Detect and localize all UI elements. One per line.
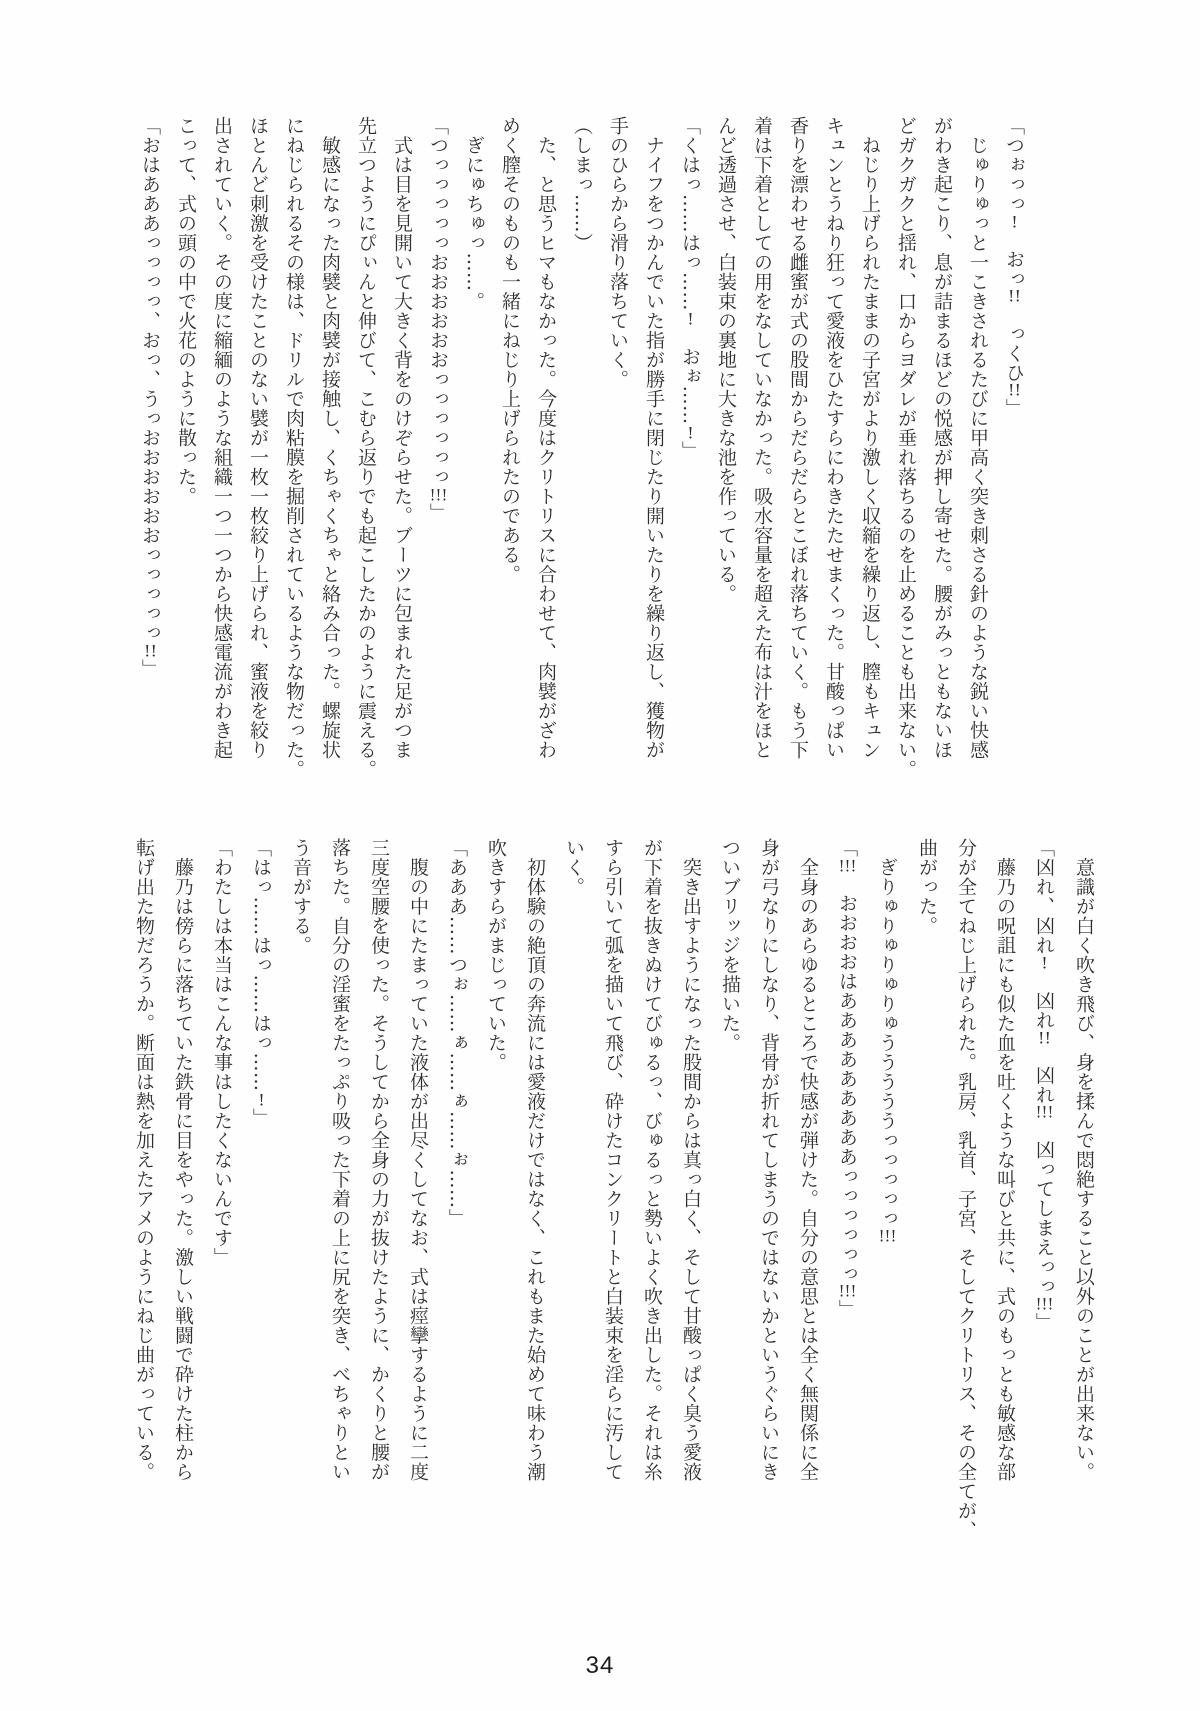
text-column: ほとんど刺激を受けたことのない襞が一枚一枚絞り上げられ、蜜液を絞り [247, 116, 269, 760]
text-column: た、と思うヒマもなかった。今度はクリトリスに合わせて、肉襞がざわ [535, 116, 557, 760]
text-column: 「おはあああっっっっ、おっ、うっおおおおおおっっっっっ!!」 [139, 116, 161, 679]
text-column: 式は目を見開いて大きく背をのけぞらせた。ブーツに包まれた足がつま [391, 116, 413, 760]
text-column: 分が全てねじ上げられた。乳房、乳首、子宮、そしてクリトリス、その全てが、 [955, 838, 977, 1540]
text-column: 吹きすらがまじっていた。 [485, 838, 507, 1072]
text-column: 手のひらから滑り落ちていく。 [607, 116, 629, 389]
text-column: いく。 [563, 838, 585, 897]
text-column: がわき起こり、息が詰まるほどの悦感が押し寄せた。腰がみっともないほ [931, 116, 953, 760]
text-column: 曲がった。 [916, 838, 938, 936]
exclamation-run: !!! [838, 857, 857, 874]
text-column: すら引いて弧を描いて飛び、砕けたコンクリートと白装束を淫らに汚して [602, 838, 624, 1482]
text-column: じゅりゅっと一こきされるたびに甲高く突き刺さる針のような鋭い快感 [967, 116, 989, 760]
text-column: んど透過させ、白装束の裏地に大きな池を作っている。 [715, 116, 737, 604]
text-column: ナイフをつかんでいた指が勝手に閉じたり開いたりを繰り返し、獲物が [643, 116, 665, 760]
text-column: 香りを漂わせる雌蜜が式の股間からだらだらとこぼれ落ちていく。もう下 [787, 116, 809, 760]
text-column: ぎりゅりゅりゅりゅうううううっっっっっ!!! [876, 838, 898, 1245]
text-block-top [132, 116, 1032, 792]
exclamation-run: ! [687, 424, 694, 441]
text-column: こって、式の頭の中で火花のように散った。 [175, 116, 197, 506]
text-column: 「つっっっっっおおおおおおっっっっっっ!!!」 [427, 116, 449, 523]
text-column: 身が弓なりにしなり、背骨が折れてしまうのではないかというぐらいにき [758, 838, 780, 1482]
exclamation-run: ! [687, 311, 694, 328]
text-column: 「はっ……はっ……はっ……!」 [250, 838, 272, 1128]
exclamation-run: !!! [1035, 1295, 1054, 1313]
exclamation-run: ! [1011, 213, 1018, 230]
text-column: 「つぉっっ! おっ!! っくひ!!」 [1003, 116, 1025, 418]
exclamation-run: !!! [1035, 1104, 1054, 1121]
text-column: 敏感になった肉襞と肉襞が接触し、くちゃくちゃと絡み合った。螺旋状 [319, 116, 341, 760]
text-column: 腹の中にたまっていた液体が出尽くしてなお、式は痙攣するように二度 [407, 838, 429, 1482]
text-column: が下着を抜きぬけてびゅるっ、びゅるっと勢いよく吹き出した。それは糸 [641, 838, 663, 1482]
text-column: ねじり上げられたままの子宮がより激しく収縮を繰り返し、膣もキュン [859, 116, 881, 760]
text-column: 突き出すようになった股間からは真っ白く、そして甘酸っぱく臭う愛液 [680, 838, 702, 1482]
text-column: 藤乃の呪詛にも似た血を吐くような叫びと共に、式のもっとも敏感な部 [994, 838, 1016, 1482]
text-column: 三度空腰を使った。そうしてから全身の力が抜けたように、かくりと腰が [368, 838, 390, 1482]
text-column: （しまっ……） [571, 116, 593, 253]
text-column: 着は下着としての用をなしていなかった。吸水容量を超えた布は汁をほと [751, 116, 773, 760]
text-column: 「凶れ、凶れ! 凶れ!! 凶れ!!! 凶ってしまえっっ!!!」 [1033, 838, 1055, 1332]
text-column: めく膣そのものも一緒にねじり上げられたのである。 [499, 116, 521, 584]
text-column: 「わたしは本当はこんな事はしたくないんです」 [211, 838, 233, 1267]
exclamation-run: !! [1008, 382, 1021, 399]
text-column: キュンとうねり狂って愛液をひたすらにわきたたせまくった。甘酸っぱい [823, 116, 845, 760]
text-column: にねじられるその様は、ドリルで肉粘膜を掘削されているような物だった。 [283, 116, 305, 779]
text-column: う音がする。 [290, 838, 312, 955]
text-block-bottom [124, 838, 1103, 1548]
exclamation-run: ! [1041, 955, 1048, 972]
text-column: 全身のあらゆるところで快感が弾けた。自分の意思とは全く無関係に全 [797, 838, 819, 1482]
text-column: 先立つようにぴぃんと伸びて、こむら返りでも起こしたかのように震える。 [355, 116, 377, 779]
exclamation-run: !!! [878, 1228, 897, 1245]
exclamation-run: ! [258, 1091, 265, 1108]
text-column: 藤乃は傍らに落ちていた鉄骨に目をやった。激しい戦闘で砕けた柱から [172, 838, 194, 1482]
text-column: 転げ出た物だろうか。断面は熱を加えたアメのようにねじ曲がっている。 [133, 838, 155, 1482]
exclamation-run: !! [1008, 288, 1021, 305]
exclamation-run: !! [1038, 1029, 1051, 1046]
text-column: 出されていく。その度に縮緬のような組織一つ一つから快感電流がわき起 [211, 116, 233, 760]
text-column: どガクガクと揺れ、口からヨダレが垂れ落ちるのを止めることも出来ない。 [895, 116, 917, 779]
text-column: 意識が白く吹き飛び、身を揉んで悶絶すること以外のことが出来ない。 [1073, 838, 1095, 1482]
text-column: 「!!! おおおおはあああああああああっっっっっっ!!!」 [836, 838, 858, 1319]
text-column: 「くはっ……はっ……! おぉ……!」 [679, 116, 701, 461]
exclamation-run: !!! [838, 1283, 857, 1300]
text-column: 「あああ……つぉ……ぁ……ぁ……ぉ……」 [446, 838, 468, 1228]
text-column: ぎにゅちゅっ……。 [463, 116, 485, 311]
exclamation-run: !!! [429, 486, 448, 503]
text-column: 落ちた。自分の淫蜜をたっぷり吸った下着の上に尻を突き、べちゃりとい [329, 838, 351, 1482]
text-column: 初体験の絶頂の奔流には愛液だけではなく、これもまた始めて味わう潮 [524, 838, 546, 1482]
exclamation-run: !! [144, 642, 157, 659]
text-column: ついブリッジを描いた。 [719, 838, 741, 1053]
page-number: 34 [585, 1652, 615, 1679]
